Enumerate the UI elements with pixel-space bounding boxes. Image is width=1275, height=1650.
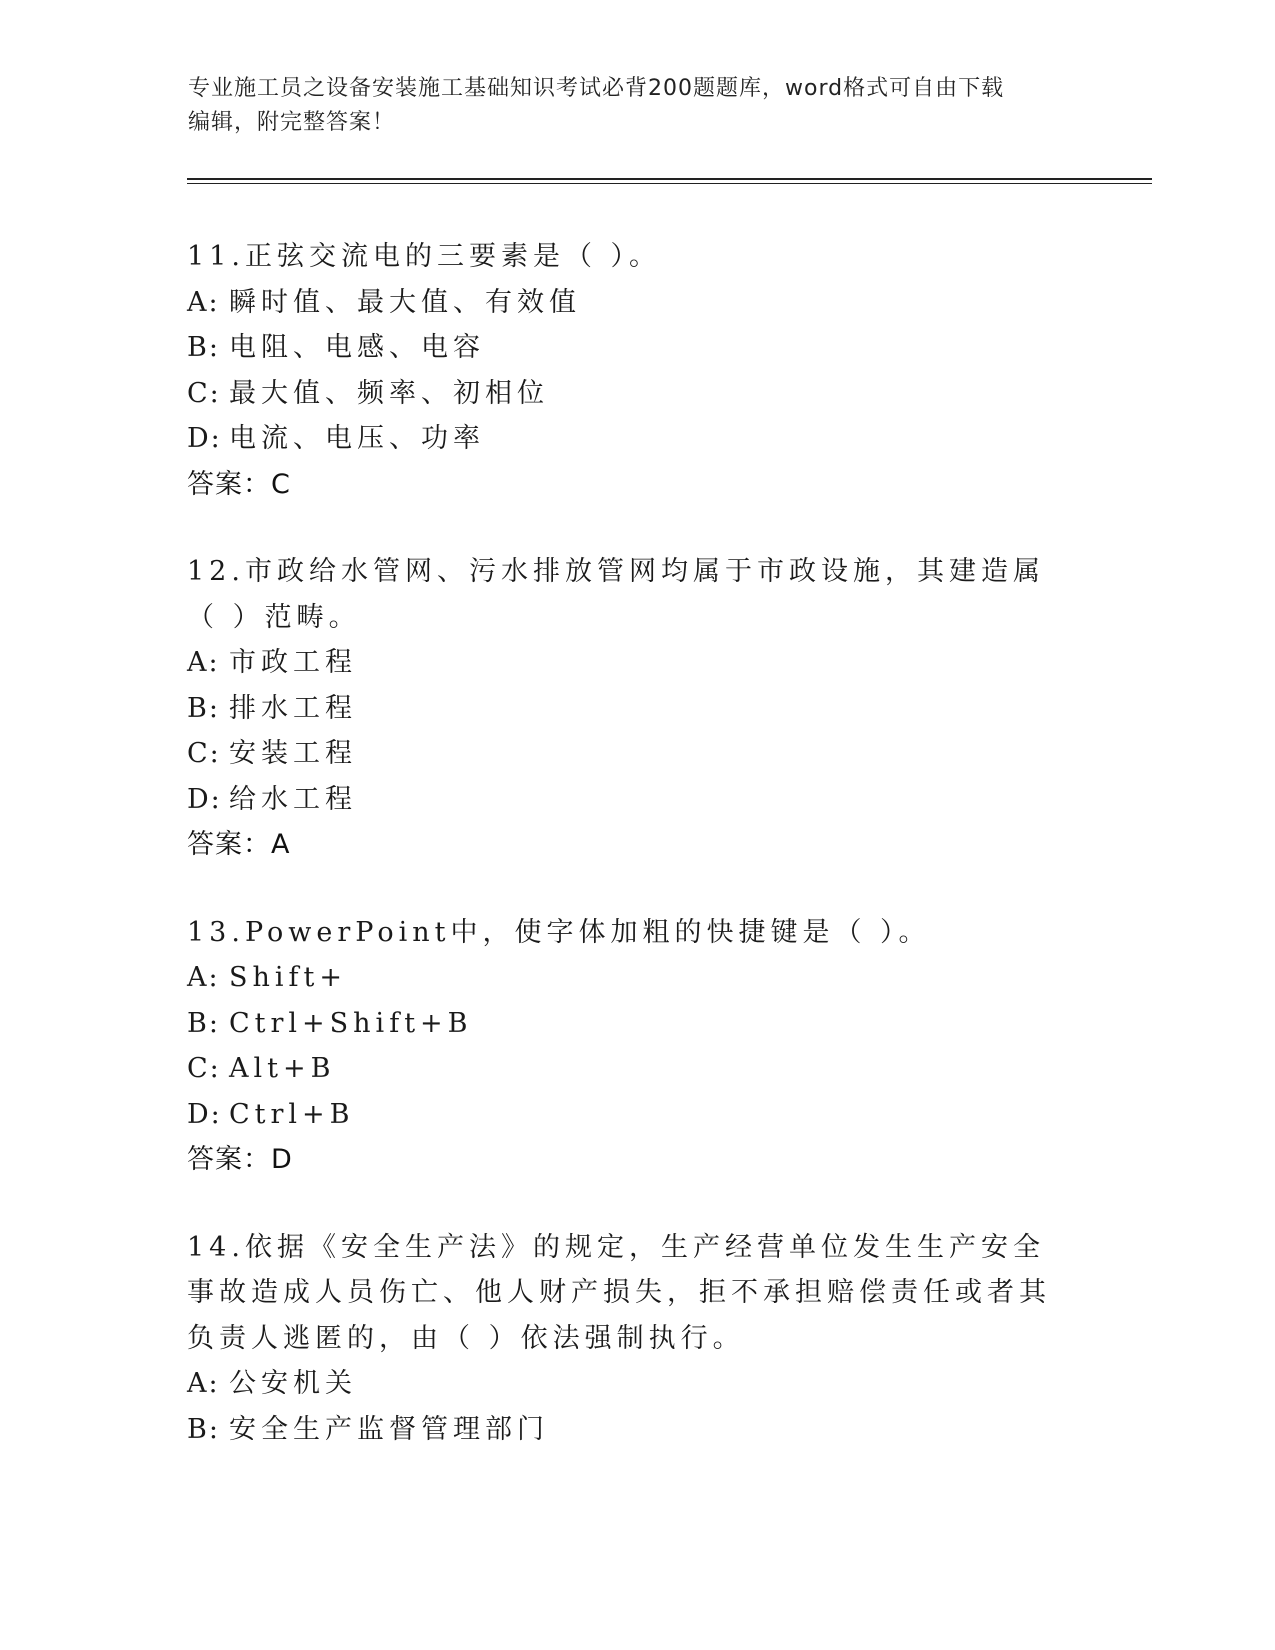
question-14 (187, 1225, 1087, 1453)
option-letter: A: (187, 1368, 220, 1399)
option-text: 给水工程 (229, 783, 357, 815)
option-a (187, 955, 1087, 1001)
option-text: Ctrl+Shift+B (229, 1007, 473, 1039)
option-letter: D: (187, 423, 222, 454)
option-a (187, 1361, 1087, 1407)
option-b (187, 686, 1087, 732)
option-text: 瞬时值、最大值、有效值 (229, 286, 581, 318)
option-text: 电流、电压、功率 (229, 423, 485, 454)
option-text: 排水工程 (229, 692, 357, 724)
option-c (187, 1046, 1087, 1092)
answer-line: 答案：A (187, 829, 291, 860)
question-12 (187, 549, 1087, 868)
option-a (187, 640, 1087, 686)
question-stem: 13.PowerPoint中，使字体加粗的快捷键是（ ）。 (187, 916, 931, 948)
option-text: Ctrl+B (229, 1098, 355, 1130)
question-13 (187, 910, 1087, 1183)
option-text: Alt+B (229, 1053, 336, 1084)
header-line-2: 编辑，附完整答案！ (188, 110, 396, 135)
header-divider-thick (187, 178, 1152, 180)
option-c (187, 731, 1087, 777)
option-text: 电阻、电感、电容 (229, 332, 485, 363)
option-text: 公安机关 (229, 1368, 357, 1399)
option-d (187, 1092, 1087, 1138)
option-letter: C: (187, 377, 221, 409)
answer-line: 答案：D (187, 1144, 293, 1175)
option-text: Shift+ (229, 962, 347, 993)
header-line-1: 专业施工员之设备安装施工基础知识考试必背200题题库，word格式可自由下载 (188, 76, 1005, 101)
page-header (188, 72, 1088, 140)
option-text: 最大值、频率、初相位 (229, 377, 549, 409)
header-divider-thin (187, 183, 1152, 184)
question-list (187, 234, 1087, 1494)
option-c (187, 371, 1087, 417)
option-letter: A: (187, 286, 220, 318)
option-letter: B: (187, 332, 220, 363)
option-text: 市政工程 (229, 647, 357, 678)
option-letter: D: (187, 783, 222, 815)
option-letter: A: (187, 647, 220, 678)
option-text: 安装工程 (229, 738, 357, 769)
option-d (187, 416, 1087, 462)
option-a (187, 280, 1087, 326)
option-b (187, 325, 1087, 371)
option-letter: A: (187, 962, 220, 993)
question-stem: 14.依据《安全生产法》的规定，生产经营单位发生生产安全事故造成人员伤亡、他人财产损失，拒不承担赔偿责任或者其负责人逃匿的，由（ ）依法强制执行。 (187, 1231, 1051, 1354)
option-b (187, 1407, 1087, 1453)
question-stem: 11.正弦交流电的三要素是（ ）。 (187, 241, 662, 272)
option-letter: C: (187, 738, 221, 769)
option-letter: B: (187, 1413, 220, 1445)
option-d (187, 777, 1087, 823)
option-letter: C: (187, 1053, 221, 1084)
question-11 (187, 234, 1087, 507)
option-letter: D: (187, 1098, 222, 1130)
option-text: 安全生产监督管理部门 (229, 1413, 549, 1445)
option-letter: B: (187, 692, 220, 724)
question-stem: 12.市政给水管网、污水排放管网均属于市政设施，其建造属（ ）范畴。 (187, 556, 1045, 633)
option-letter: B: (187, 1007, 220, 1039)
answer-line: 答案：C (187, 468, 291, 500)
option-b (187, 1001, 1087, 1047)
